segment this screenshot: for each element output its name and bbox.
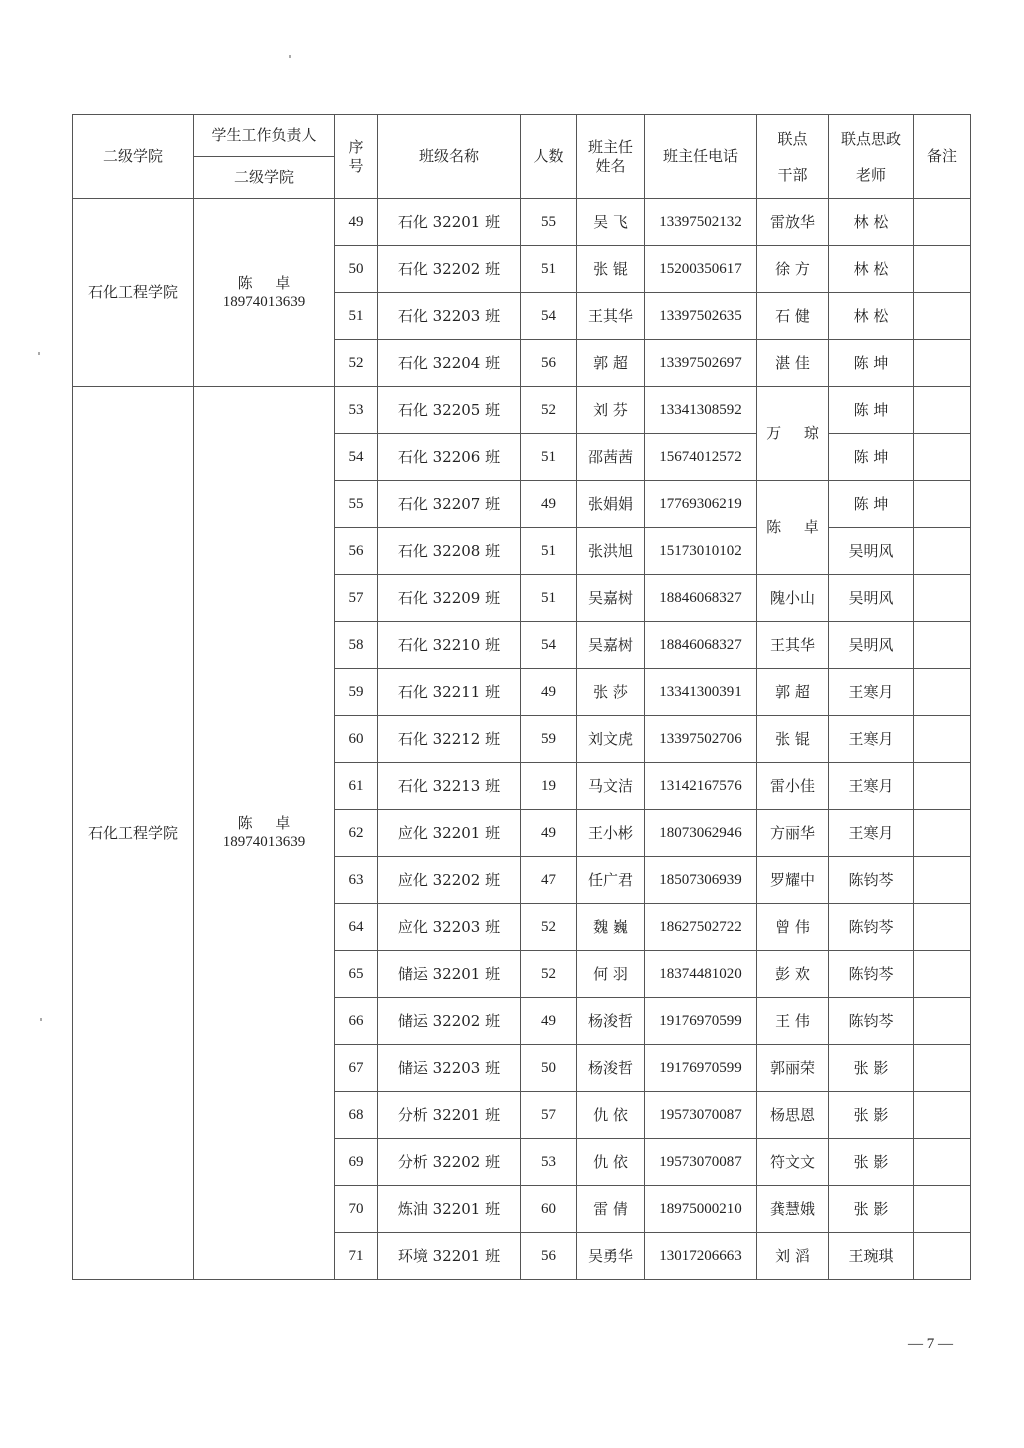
- advisor-cell: 王寒月: [829, 810, 914, 857]
- class-name-cell: 石化 32209 班: [378, 575, 521, 622]
- count-cell: 56: [521, 340, 577, 387]
- leader-phone: 18974013639: [222, 293, 306, 310]
- teacher-cell: 仇 依: [577, 1139, 645, 1186]
- teacher-cell: 刘文虎: [577, 716, 645, 763]
- remark-cell: [914, 387, 971, 434]
- cadre-cell: 方丽华: [757, 810, 829, 857]
- teacher-cell: 杨浚哲: [577, 1045, 645, 1092]
- seq-cell: 62: [335, 810, 378, 857]
- count-cell: 51: [521, 528, 577, 575]
- remark-cell: [914, 575, 971, 622]
- leader-cell: [194, 387, 335, 1280]
- count-cell: 51: [521, 434, 577, 481]
- teacher-cell: 何 羽: [577, 951, 645, 998]
- teacher-cell: 郭 超: [577, 340, 645, 387]
- advisor-cell: 张 影: [829, 1045, 914, 1092]
- class-name-cell: 炼油 32201 班: [378, 1186, 521, 1233]
- seq-cell: 58: [335, 622, 378, 669]
- header-leader: 学生工作负责人: [194, 115, 335, 157]
- phone-cell: 18073062946: [645, 810, 757, 857]
- seq-cell: 61: [335, 763, 378, 810]
- phone-cell: 13397502697: [645, 340, 757, 387]
- count-cell: 54: [521, 622, 577, 669]
- advisor-cell: 陈钧芩: [829, 951, 914, 998]
- teacher-cell: 王其华: [577, 293, 645, 340]
- header-cadre: 联点干部: [757, 115, 829, 199]
- remark-cell: [914, 857, 971, 904]
- teacher-cell: 张 莎: [577, 669, 645, 716]
- page-number: — 7 —: [908, 1336, 953, 1352]
- seq-cell: 64: [335, 904, 378, 951]
- count-cell: 49: [521, 669, 577, 716]
- class-name-cell: 石化 32213 班: [378, 763, 521, 810]
- scan-speck: [38, 352, 40, 355]
- class-name-cell: 储运 32201 班: [378, 951, 521, 998]
- advisor-cell: 王寒月: [829, 763, 914, 810]
- cadre-cell: 雷小佳: [757, 763, 829, 810]
- teacher-cell: 吴嘉树: [577, 622, 645, 669]
- class-name-cell: 石化 32201 班: [378, 199, 521, 246]
- college-cell: 石化工程学院: [73, 387, 194, 1280]
- remark-cell: [914, 716, 971, 763]
- seq-cell: 55: [335, 481, 378, 528]
- seq-cell: 69: [335, 1139, 378, 1186]
- header-class-name: 班级名称: [378, 115, 521, 199]
- advisor-cell: 吴明风: [829, 528, 914, 575]
- class-name-cell: 石化 32210 班: [378, 622, 521, 669]
- advisor-cell: 陈 坤: [829, 481, 914, 528]
- cadre-cell: 杨思恩: [757, 1092, 829, 1139]
- count-cell: 55: [521, 199, 577, 246]
- seq-cell: 54: [335, 434, 378, 481]
- class-name-cell: 石化 32208 班: [378, 528, 521, 575]
- phone-cell: 19573070087: [645, 1139, 757, 1186]
- cadre-cell: 万 琼: [757, 387, 829, 481]
- phone-cell: 13341300391: [645, 669, 757, 716]
- cadre-cell: 曾 伟: [757, 904, 829, 951]
- class-name-cell: 石化 32212 班: [378, 716, 521, 763]
- cadre-cell: 雷放华: [757, 199, 829, 246]
- cadre-cell: 王其华: [757, 622, 829, 669]
- class-name-cell: 储运 32202 班: [378, 998, 521, 1045]
- remark-cell: [914, 622, 971, 669]
- scan-speck: [289, 55, 291, 58]
- cadre-cell: 彭 欢: [757, 951, 829, 998]
- class-name-cell: 应化 32202 班: [378, 857, 521, 904]
- phone-cell: 15200350617: [645, 246, 757, 293]
- advisor-cell: 陈 坤: [829, 434, 914, 481]
- advisor-cell: 王寒月: [829, 716, 914, 763]
- seq-cell: 49: [335, 199, 378, 246]
- header-count: 人数: [521, 115, 577, 199]
- count-cell: 49: [521, 998, 577, 1045]
- phone-cell: 18846068327: [645, 575, 757, 622]
- class-roster-table: [72, 114, 971, 1280]
- roster-body: [73, 199, 971, 1280]
- remark-cell: [914, 340, 971, 387]
- header-remark: 备注: [914, 115, 971, 199]
- seq-cell: 59: [335, 669, 378, 716]
- seq-cell: 60: [335, 716, 378, 763]
- header-seq: 序号: [335, 115, 378, 199]
- count-cell: 19: [521, 763, 577, 810]
- header-phone: 班主任电话: [645, 115, 757, 199]
- class-name-cell: 石化 32203 班: [378, 293, 521, 340]
- remark-cell: [914, 904, 971, 951]
- count-cell: 53: [521, 1139, 577, 1186]
- count-cell: 54: [521, 293, 577, 340]
- count-cell: 56: [521, 1233, 577, 1280]
- remark-cell: [914, 763, 971, 810]
- cadre-cell: 郭 超: [757, 669, 829, 716]
- seq-cell: 67: [335, 1045, 378, 1092]
- teacher-cell: 仇 依: [577, 1092, 645, 1139]
- seq-cell: 56: [335, 528, 378, 575]
- seq-cell: 65: [335, 951, 378, 998]
- class-name-cell: 分析 32202 班: [378, 1139, 521, 1186]
- remark-cell: [914, 293, 971, 340]
- remark-cell: [914, 528, 971, 575]
- cadre-cell: 徐 方: [757, 246, 829, 293]
- teacher-cell: 杨浚哲: [577, 998, 645, 1045]
- seq-cell: 57: [335, 575, 378, 622]
- remark-cell: [914, 1233, 971, 1280]
- advisor-cell: 张 影: [829, 1092, 914, 1139]
- phone-cell: 13397502635: [645, 293, 757, 340]
- count-cell: 52: [521, 951, 577, 998]
- teacher-cell: 张洪旭: [577, 528, 645, 575]
- cadre-cell: 符文文: [757, 1139, 829, 1186]
- seq-cell: 50: [335, 246, 378, 293]
- remark-cell: [914, 998, 971, 1045]
- scan-speck: [40, 1018, 42, 1021]
- teacher-cell: 吴 飞: [577, 199, 645, 246]
- remark-cell: [914, 1045, 971, 1092]
- advisor-cell: 王琬琪: [829, 1233, 914, 1280]
- advisor-cell: 林 松: [829, 246, 914, 293]
- advisor-cell: 林 松: [829, 293, 914, 340]
- phone-cell: 15674012572: [645, 434, 757, 481]
- phone-cell: 13397502706: [645, 716, 757, 763]
- phone-cell: 18374481020: [645, 951, 757, 998]
- class-name-cell: 应化 32203 班: [378, 904, 521, 951]
- teacher-cell: 马文洁: [577, 763, 645, 810]
- cadre-cell: 王 伟: [757, 998, 829, 1045]
- teacher-cell: 刘 芬: [577, 387, 645, 434]
- teacher-cell: 雷 倩: [577, 1186, 645, 1233]
- phone-cell: 19176970599: [645, 1045, 757, 1092]
- class-name-cell: 应化 32201 班: [378, 810, 521, 857]
- seq-cell: 68: [335, 1092, 378, 1139]
- class-name-cell: 分析 32201 班: [378, 1092, 521, 1139]
- leader-name: 陈 卓: [237, 273, 300, 292]
- table-row: [73, 387, 971, 434]
- count-cell: 51: [521, 246, 577, 293]
- phone-cell: 13017206663: [645, 1233, 757, 1280]
- cadre-cell: 刘 滔: [757, 1233, 829, 1280]
- count-cell: 57: [521, 1092, 577, 1139]
- teacher-cell: 张 锟: [577, 246, 645, 293]
- header-teacher: 班主任姓名: [577, 115, 645, 199]
- remark-cell: [914, 481, 971, 528]
- cadre-cell: 石 健: [757, 293, 829, 340]
- phone-cell: 18507306939: [645, 857, 757, 904]
- advisor-cell: 吴明风: [829, 622, 914, 669]
- phone-cell: 19176970599: [645, 998, 757, 1045]
- teacher-cell: 王小彬: [577, 810, 645, 857]
- cadre-cell: 龚慧娥: [757, 1186, 829, 1233]
- cadre-cell: 郭丽荣: [757, 1045, 829, 1092]
- class-name-cell: 石化 32204 班: [378, 340, 521, 387]
- advisor-cell: 陈 坤: [829, 340, 914, 387]
- leader-name: 陈 卓: [237, 814, 300, 833]
- seq-cell: 52: [335, 340, 378, 387]
- remark-cell: [914, 199, 971, 246]
- remark-cell: [914, 246, 971, 293]
- seq-cell: 71: [335, 1233, 378, 1280]
- class-name-cell: 石化 32205 班: [378, 387, 521, 434]
- phone-cell: 17769306219: [645, 481, 757, 528]
- advisor-cell: 吴明风: [829, 575, 914, 622]
- count-cell: 51: [521, 575, 577, 622]
- teacher-cell: 魏 巍: [577, 904, 645, 951]
- phone-cell: 18846068327: [645, 622, 757, 669]
- count-cell: 52: [521, 387, 577, 434]
- advisor-cell: 王寒月: [829, 669, 914, 716]
- class-name-cell: 石化 32202 班: [378, 246, 521, 293]
- teacher-cell: 任广君: [577, 857, 645, 904]
- phone-cell: 13397502132: [645, 199, 757, 246]
- header-college: 二级学院: [73, 115, 194, 199]
- seq-cell: 53: [335, 387, 378, 434]
- leader-phone: 18974013639: [222, 834, 306, 850]
- cadre-cell: 罗耀中: [757, 857, 829, 904]
- table-row: [73, 199, 971, 246]
- count-cell: 49: [521, 810, 577, 857]
- count-cell: 60: [521, 1186, 577, 1233]
- advisor-cell: 张 影: [829, 1139, 914, 1186]
- remark-cell: [914, 1186, 971, 1233]
- header-leader-sub: 二级学院: [194, 157, 335, 199]
- remark-cell: [914, 810, 971, 857]
- remark-cell: [914, 669, 971, 716]
- cadre-cell: 张 锟: [757, 716, 829, 763]
- seq-cell: 51: [335, 293, 378, 340]
- class-name-cell: 石化 32207 班: [378, 481, 521, 528]
- advisor-cell: 陈钧芩: [829, 998, 914, 1045]
- count-cell: 47: [521, 857, 577, 904]
- class-name-cell: 石化 32211 班: [378, 669, 521, 716]
- remark-cell: [914, 434, 971, 481]
- seq-cell: 70: [335, 1186, 378, 1233]
- remark-cell: [914, 951, 971, 998]
- cadre-cell: 隗小山: [757, 575, 829, 622]
- phone-cell: 13341308592: [645, 387, 757, 434]
- count-cell: 49: [521, 481, 577, 528]
- advisor-cell: 陈 坤: [829, 387, 914, 434]
- advisor-cell: 陈钧芩: [829, 904, 914, 951]
- cadre-cell: 湛 佳: [757, 340, 829, 387]
- teacher-cell: 吴嘉树: [577, 575, 645, 622]
- phone-cell: 18975000210: [645, 1186, 757, 1233]
- class-name-cell: 储运 32203 班: [378, 1045, 521, 1092]
- phone-cell: 19573070087: [645, 1092, 757, 1139]
- advisor-cell: 林 松: [829, 199, 914, 246]
- phone-cell: 13142167576: [645, 763, 757, 810]
- seq-cell: 63: [335, 857, 378, 904]
- advisor-cell: 张 影: [829, 1186, 914, 1233]
- teacher-cell: 邵茜茜: [577, 434, 645, 481]
- teacher-cell: 张娟娟: [577, 481, 645, 528]
- leader-cell: [194, 199, 335, 387]
- phone-cell: 15173010102: [645, 528, 757, 575]
- count-cell: 52: [521, 904, 577, 951]
- count-cell: 59: [521, 716, 577, 763]
- college-cell: 石化工程学院: [73, 199, 194, 387]
- class-name-cell: 环境 32201 班: [378, 1233, 521, 1280]
- remark-cell: [914, 1092, 971, 1139]
- count-cell: 50: [521, 1045, 577, 1092]
- cadre-cell: 陈 卓: [757, 481, 829, 575]
- advisor-cell: 陈钧芩: [829, 857, 914, 904]
- header-advisor: 联点思政老师: [829, 115, 914, 199]
- class-name-cell: 石化 32206 班: [378, 434, 521, 481]
- phone-cell: 18627502722: [645, 904, 757, 951]
- teacher-cell: 吴勇华: [577, 1233, 645, 1280]
- seq-cell: 66: [335, 998, 378, 1045]
- remark-cell: [914, 1139, 971, 1186]
